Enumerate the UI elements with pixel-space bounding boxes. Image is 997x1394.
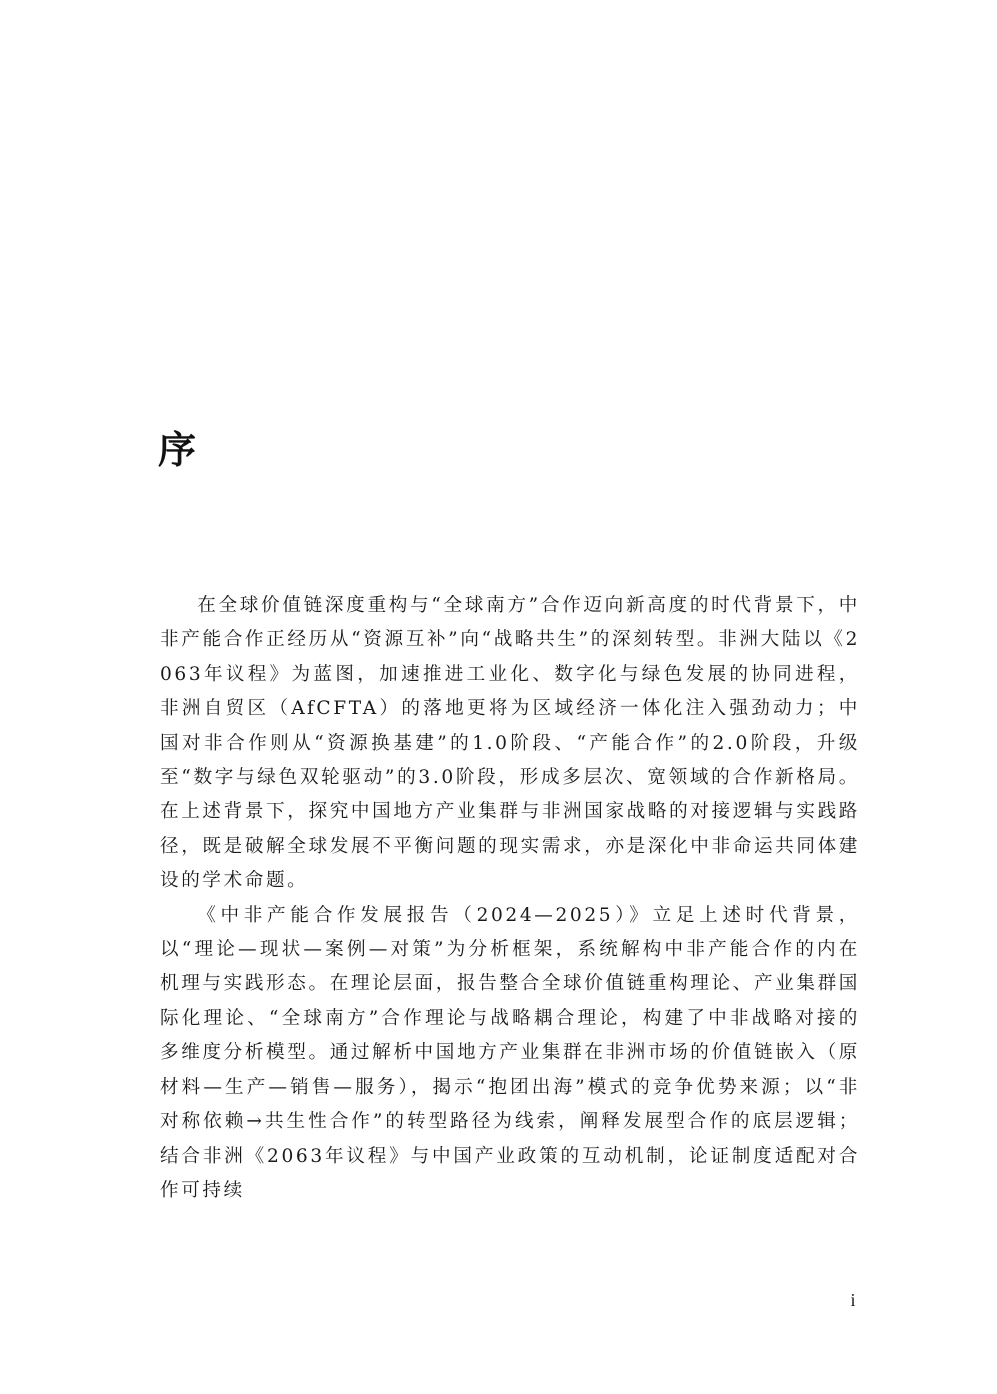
paragraph: 《中非产能合作发展报告（2024—2025）》立足上述时代背景，以“理论—现状—案例—对策”为分析框架，系统解构中非产能合作的内在机理与实践形态。在理论层面，报告整合全球价值链重构理论、产业集群国际化理论、“全球南方”合作理论与战略耦合理论，构建了中非战略对接的多维度分析模型。通过解析中国地方产业集群在非洲市场的价值链嵌入（原材料—生产—销售—服务），揭示“抱团出海”模式的竞争优势来源；以“非对称依赖→共生性合作”的转型路径为线索，阐释发展型合作的底层逻辑；结合非洲《2063年议程》与中国产业政策的互动机制，论证制度适配对合作可持续 — [160, 904, 860, 1201]
chapter-title: 序 — [158, 427, 197, 472]
body-text — [160, 589, 860, 1208]
page-number: i — [850, 1290, 856, 1310]
paragraph: 在全球价值链深度重构与“全球南方”合作迈向新高度的时代背景下，中非产能合作正经历从“资源互补”向“战略共生”的深刻转型。非洲大陆以《2063年议程》为蓝图，加速推进工业化、数字化与绿色发展的协同进程，非洲自贸区（AfCFTA）的落地更将为区域经济一体化注入强劲动力；中国对非合作则从“资源换基建”的1.0阶段、“产能合作”的2.0阶段，升级至“数字与绿色双轮驱动”的3.0阶段，形成多层次、宽领域的合作新格局。在上述背景下，探究中国地方产业集群与非洲国家战略的对接逻辑与实践路径，既是破解全球发展不平衡问题的现实需求，亦是深化中非命运共同体建设的学术命题。 — [160, 595, 860, 892]
